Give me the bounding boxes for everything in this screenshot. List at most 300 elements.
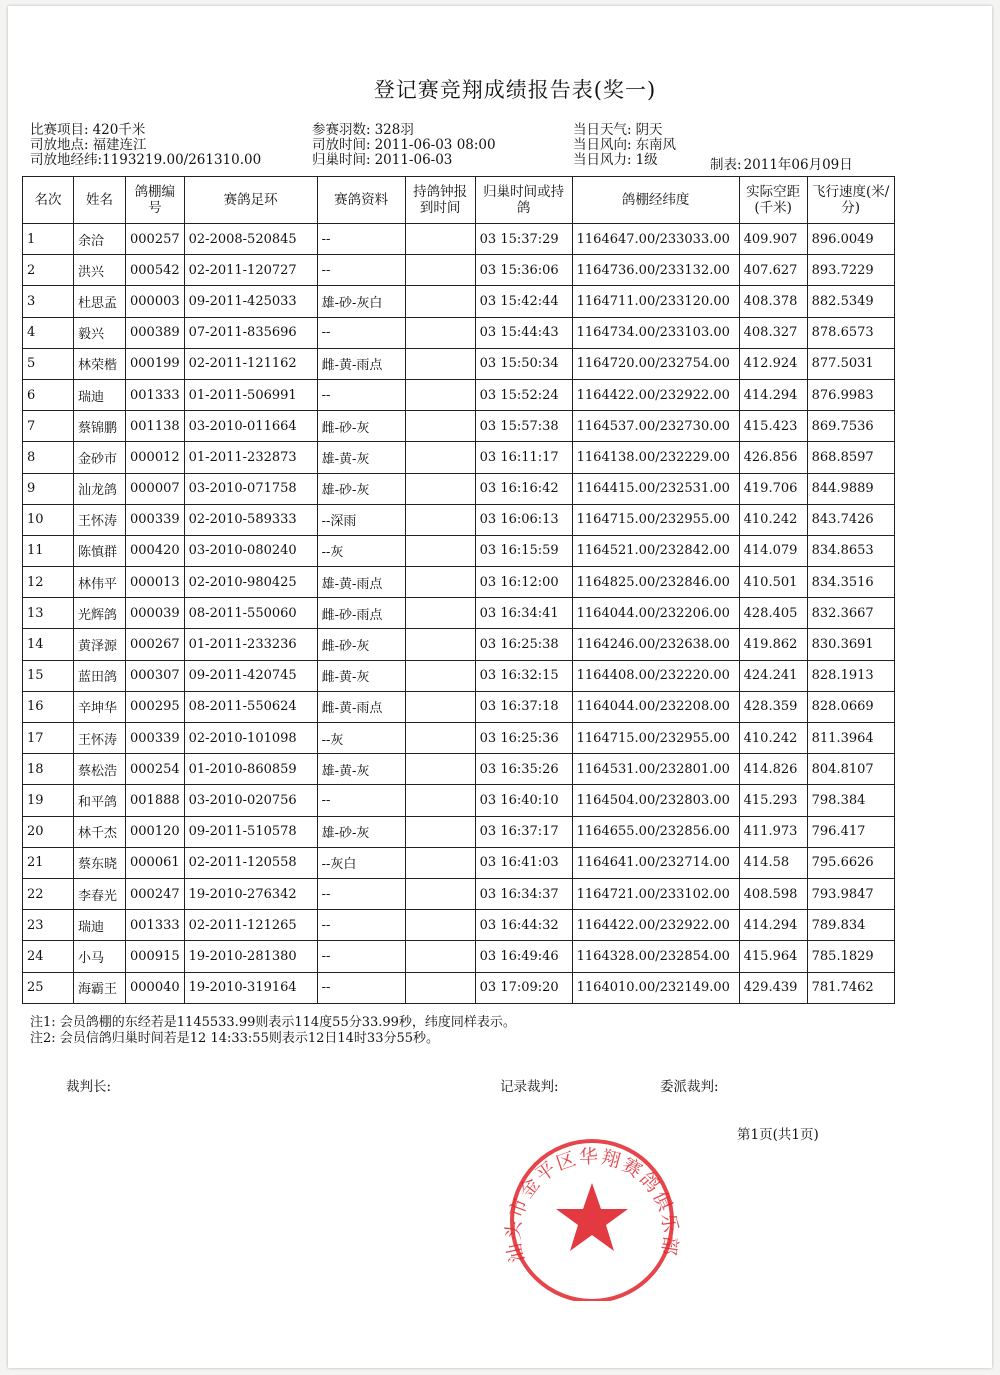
table-cell: 1164655.00/232856.00 bbox=[572, 816, 739, 847]
table-cell: 03 16:40:10 bbox=[475, 785, 572, 816]
table-cell: 03 16:34:41 bbox=[475, 598, 572, 629]
table-cell: 辛坤华 bbox=[74, 691, 126, 722]
column-header: 赛鸽足环 bbox=[184, 177, 317, 224]
table-cell: 03-2010-080240 bbox=[184, 535, 317, 566]
table-cell: 000003 bbox=[126, 286, 185, 317]
club-seal-stamp bbox=[497, 1131, 687, 1301]
table-cell: 瑞迪 bbox=[74, 379, 126, 410]
record-judge-label: 记录裁判: bbox=[500, 1079, 559, 1095]
table-cell: 1 bbox=[23, 224, 74, 255]
table-cell: 001333 bbox=[126, 910, 185, 941]
table-cell: 蓝田鸽 bbox=[74, 660, 126, 691]
table-cell: 834.3516 bbox=[807, 567, 894, 598]
table-cell: 03 15:57:38 bbox=[475, 411, 572, 442]
table-cell: 000039 bbox=[126, 598, 185, 629]
table-cell: 1164711.00/233120.00 bbox=[572, 286, 739, 317]
table-cell bbox=[405, 473, 475, 504]
table-cell: 410.501 bbox=[739, 567, 807, 598]
svg-text:汕头市金平区华翔赛鸽俱乐部: 汕头市金平区华翔赛鸽俱乐部 bbox=[502, 1145, 682, 1265]
table-cell: 雌-黄-雨点 bbox=[317, 691, 405, 722]
table-row bbox=[23, 504, 895, 535]
table-cell: 408.327 bbox=[739, 317, 807, 348]
table-cell: 李春光 bbox=[74, 878, 126, 909]
table-cell: 01-2011-506991 bbox=[184, 379, 317, 410]
table-cell: 4 bbox=[23, 317, 74, 348]
star-icon bbox=[556, 1183, 628, 1251]
table-cell: 1164647.00/233033.00 bbox=[572, 224, 739, 255]
table-cell: 408.378 bbox=[739, 286, 807, 317]
table-cell: 19-2010-281380 bbox=[184, 941, 317, 972]
table-cell: 03 16:37:17 bbox=[475, 816, 572, 847]
table-cell: 429.439 bbox=[739, 972, 807, 1003]
results-table bbox=[22, 176, 895, 1004]
info-release-time: 司放时间: 2011-06-03 08:00 bbox=[312, 137, 496, 153]
table-row bbox=[23, 910, 895, 941]
table-cell: 03 16:37:18 bbox=[475, 691, 572, 722]
table-cell: 13 bbox=[23, 598, 74, 629]
table-cell: 7 bbox=[23, 411, 74, 442]
table-cell: 15 bbox=[23, 660, 74, 691]
table-cell: 414.079 bbox=[739, 535, 807, 566]
table-cell: 03 16:41:03 bbox=[475, 847, 572, 878]
table-row bbox=[23, 442, 895, 473]
table-cell: 洪兴 bbox=[74, 255, 126, 286]
table-cell: 03 16:44:32 bbox=[475, 910, 572, 941]
table-cell: 793.9847 bbox=[807, 878, 894, 909]
table-cell bbox=[405, 629, 475, 660]
table-cell: 余洽 bbox=[74, 224, 126, 255]
table-cell: 雄-砂-灰 bbox=[317, 816, 405, 847]
table-cell: 1164044.00/232206.00 bbox=[572, 598, 739, 629]
document-title: 登记赛竞翔成绩报告表(奖一) bbox=[373, 78, 657, 102]
table-cell: 雄-黄-灰 bbox=[317, 442, 405, 473]
table-cell bbox=[405, 941, 475, 972]
table-cell: 869.7536 bbox=[807, 411, 894, 442]
table-cell: -- bbox=[317, 910, 405, 941]
table-cell: 雄-砂-灰 bbox=[317, 473, 405, 504]
table-cell: 19-2010-276342 bbox=[184, 878, 317, 909]
table-cell: 汕龙鸽 bbox=[74, 473, 126, 504]
table-cell: 1164010.00/232149.00 bbox=[572, 972, 739, 1003]
table-cell: 000339 bbox=[126, 723, 185, 754]
table-cell bbox=[405, 255, 475, 286]
table-cell: 830.3691 bbox=[807, 629, 894, 660]
table-cell: 1164715.00/232955.00 bbox=[572, 723, 739, 754]
table-row bbox=[23, 754, 895, 785]
table-cell: 02-2008-520845 bbox=[184, 224, 317, 255]
table-cell: 03 16:16:42 bbox=[475, 473, 572, 504]
info-wind-force: 当日风力: 1级 bbox=[573, 152, 658, 168]
table-cell bbox=[405, 567, 475, 598]
table-cell: 雌-砂-灰 bbox=[317, 629, 405, 660]
table-cell: 798.384 bbox=[807, 785, 894, 816]
table-cell: 882.5349 bbox=[807, 286, 894, 317]
table-cell: 03 15:36:06 bbox=[475, 255, 572, 286]
table-cell: 1164715.00/232955.00 bbox=[572, 504, 739, 535]
table-cell: 414.826 bbox=[739, 754, 807, 785]
table-cell: 1164415.00/232531.00 bbox=[572, 473, 739, 504]
column-header: 鸽棚经纬度 bbox=[572, 177, 739, 224]
page-number: 第1页(共1页) bbox=[737, 1127, 819, 1143]
table-cell: 03 16:35:26 bbox=[475, 754, 572, 785]
table-cell: -- bbox=[317, 224, 405, 255]
table-cell: 03 16:25:36 bbox=[475, 723, 572, 754]
table-cell: 02-2010-589333 bbox=[184, 504, 317, 535]
table-cell: 雄-黄-灰 bbox=[317, 754, 405, 785]
table-row bbox=[23, 348, 895, 379]
table-cell: 03 16:32:15 bbox=[475, 660, 572, 691]
table-cell: 09-2011-425033 bbox=[184, 286, 317, 317]
table-cell: 000420 bbox=[126, 535, 185, 566]
table-cell: 834.8653 bbox=[807, 535, 894, 566]
table-cell: 1164720.00/232754.00 bbox=[572, 348, 739, 379]
table-cell: 3 bbox=[23, 286, 74, 317]
table-cell: 419.862 bbox=[739, 629, 807, 660]
table-cell bbox=[405, 379, 475, 410]
table-row bbox=[23, 785, 895, 816]
table-cell: 419.706 bbox=[739, 473, 807, 504]
table-cell: 毅兴 bbox=[74, 317, 126, 348]
table-cell bbox=[405, 691, 475, 722]
table-cell bbox=[405, 224, 475, 255]
table-cell bbox=[405, 442, 475, 473]
table-cell: 781.7462 bbox=[807, 972, 894, 1003]
table-cell: 8 bbox=[23, 442, 74, 473]
table-cell: 828.0669 bbox=[807, 691, 894, 722]
table-cell: -- bbox=[317, 255, 405, 286]
table-row bbox=[23, 379, 895, 410]
info-release-place: 司放地点: 福建连江 bbox=[30, 137, 147, 153]
table-cell: 1164246.00/232638.00 bbox=[572, 629, 739, 660]
table-cell: -- bbox=[317, 317, 405, 348]
table-cell: 01-2011-232873 bbox=[184, 442, 317, 473]
table-cell: 1164422.00/232922.00 bbox=[572, 379, 739, 410]
table-cell: 17 bbox=[23, 723, 74, 754]
table-cell: 雄-黄-雨点 bbox=[317, 567, 405, 598]
column-header: 飞行速度(米/分) bbox=[807, 177, 894, 224]
table-cell: 001138 bbox=[126, 411, 185, 442]
table-cell: 02-2010-980425 bbox=[184, 567, 317, 598]
table-cell: 蔡锦鹏 bbox=[74, 411, 126, 442]
column-header: 鸽棚编号 bbox=[126, 177, 185, 224]
table-cell: 07-2011-835696 bbox=[184, 317, 317, 348]
table-cell: 杜思孟 bbox=[74, 286, 126, 317]
race-info-right bbox=[573, 123, 676, 168]
table-cell: 02-2011-121162 bbox=[184, 348, 317, 379]
table-row bbox=[23, 878, 895, 909]
table-cell: 000257 bbox=[126, 224, 185, 255]
table-cell: 415.964 bbox=[739, 941, 807, 972]
table-cell bbox=[405, 878, 475, 909]
table-cell: 02-2011-121265 bbox=[184, 910, 317, 941]
table-cell bbox=[405, 785, 475, 816]
table-cell: 1164734.00/233103.00 bbox=[572, 317, 739, 348]
table-cell: 795.6626 bbox=[807, 847, 894, 878]
table-cell: 414.58 bbox=[739, 847, 807, 878]
info-weather: 当日天气: 阴天 bbox=[573, 122, 663, 138]
table-row bbox=[23, 535, 895, 566]
table-cell: 408.598 bbox=[739, 878, 807, 909]
table-cell: 03 15:37:29 bbox=[475, 224, 572, 255]
table-cell: 01-2011-233236 bbox=[184, 629, 317, 660]
table-cell bbox=[405, 754, 475, 785]
table-cell: 03 17:09:20 bbox=[475, 972, 572, 1003]
table-cell: 868.8597 bbox=[807, 442, 894, 473]
table-cell: 896.0049 bbox=[807, 224, 894, 255]
table-cell: 000307 bbox=[126, 660, 185, 691]
table-cell: 844.9889 bbox=[807, 473, 894, 504]
table-cell: 415.423 bbox=[739, 411, 807, 442]
table-cell: 雌-砂-灰 bbox=[317, 411, 405, 442]
table-row bbox=[23, 660, 895, 691]
table-cell bbox=[405, 504, 475, 535]
table-cell: 411.973 bbox=[739, 816, 807, 847]
table-cell: 03 16:49:46 bbox=[475, 941, 572, 972]
table-cell bbox=[405, 286, 475, 317]
footnote: 注1: 会员鸽棚的东经若是1145533.99则表示114度55分33.99秒，纬度同样表示。 bbox=[30, 1015, 516, 1030]
race-info-left bbox=[30, 123, 261, 168]
table-cell: 412.924 bbox=[739, 348, 807, 379]
table-cell: 428.359 bbox=[739, 691, 807, 722]
table-cell: 9 bbox=[23, 473, 74, 504]
table-cell: 893.7229 bbox=[807, 255, 894, 286]
table-cell: 雄-砂-灰白 bbox=[317, 286, 405, 317]
table-cell: 000295 bbox=[126, 691, 185, 722]
table-cell: 1164537.00/232730.00 bbox=[572, 411, 739, 442]
table-cell: 1164531.00/232801.00 bbox=[572, 754, 739, 785]
chief-judge-label: 裁判长: bbox=[66, 1079, 112, 1095]
table-cell: 000012 bbox=[126, 442, 185, 473]
table-cell: 03 15:52:24 bbox=[475, 379, 572, 410]
table-cell: 黄泽源 bbox=[74, 629, 126, 660]
table-cell: 1164328.00/232854.00 bbox=[572, 941, 739, 972]
table-cell: 000247 bbox=[126, 878, 185, 909]
table-cell: 6 bbox=[23, 379, 74, 410]
table-cell: 01-2010-860859 bbox=[184, 754, 317, 785]
table-cell: -- bbox=[317, 379, 405, 410]
table-cell: 2 bbox=[23, 255, 74, 286]
table-cell: 832.3667 bbox=[807, 598, 894, 629]
table-cell: 12 bbox=[23, 567, 74, 598]
table-cell: --灰白 bbox=[317, 847, 405, 878]
table-cell: 000061 bbox=[126, 847, 185, 878]
table-cell: 804.8107 bbox=[807, 754, 894, 785]
table-cell bbox=[405, 816, 475, 847]
table-cell: 08-2011-550624 bbox=[184, 691, 317, 722]
table-row bbox=[23, 473, 895, 504]
table-cell: 金砂市 bbox=[74, 442, 126, 473]
table-cell: 828.1913 bbox=[807, 660, 894, 691]
table-cell: --深雨 bbox=[317, 504, 405, 535]
table-cell: 5 bbox=[23, 348, 74, 379]
table-cell: 和平鸽 bbox=[74, 785, 126, 816]
table-cell: 03 15:44:43 bbox=[475, 317, 572, 348]
table-cell: 000339 bbox=[126, 504, 185, 535]
table-cell: 林伟平 bbox=[74, 567, 126, 598]
table-row bbox=[23, 816, 895, 847]
table-cell: 1164736.00/233132.00 bbox=[572, 255, 739, 286]
column-header: 姓名 bbox=[74, 177, 126, 224]
table-cell: 林千杰 bbox=[74, 816, 126, 847]
table-row bbox=[23, 629, 895, 660]
table-cell: 1164422.00/232922.00 bbox=[572, 910, 739, 941]
table-cell: 1164044.00/232208.00 bbox=[572, 691, 739, 722]
table-cell: 陈慎群 bbox=[74, 535, 126, 566]
table-cell: 雌-砂-雨点 bbox=[317, 598, 405, 629]
table-cell: 18 bbox=[23, 754, 74, 785]
table-cell: 02-2010-101098 bbox=[184, 723, 317, 754]
table-cell: 409.907 bbox=[739, 224, 807, 255]
table-cell: 02-2011-120558 bbox=[184, 847, 317, 878]
table-cell: 1164408.00/232220.00 bbox=[572, 660, 739, 691]
table-header-row bbox=[23, 177, 895, 224]
table-cell: 蔡松浩 bbox=[74, 754, 126, 785]
footnotes bbox=[30, 1015, 516, 1047]
table-cell: 000013 bbox=[126, 567, 185, 598]
table-cell: 王怀涛 bbox=[74, 723, 126, 754]
table-cell: 410.242 bbox=[739, 504, 807, 535]
table-cell: -- bbox=[317, 941, 405, 972]
table-cell: 海霸王 bbox=[74, 972, 126, 1003]
table-cell: 001888 bbox=[126, 785, 185, 816]
table-row bbox=[23, 224, 895, 255]
race-info-middle bbox=[312, 123, 496, 168]
table-cell: 雌-黄-灰 bbox=[317, 660, 405, 691]
table-cell bbox=[405, 972, 475, 1003]
table-cell: 001333 bbox=[126, 379, 185, 410]
table-cell: 811.3964 bbox=[807, 723, 894, 754]
table-cell: 03-2010-020756 bbox=[184, 785, 317, 816]
info-entries: 参赛羽数: 328羽 bbox=[312, 122, 414, 138]
table-cell: 426.856 bbox=[739, 442, 807, 473]
table-cell: 10 bbox=[23, 504, 74, 535]
table-cell: 424.241 bbox=[739, 660, 807, 691]
table-cell: 789.834 bbox=[807, 910, 894, 941]
column-header: 实际空距(千米) bbox=[739, 177, 807, 224]
table-cell: 03 16:11:17 bbox=[475, 442, 572, 473]
table-cell: 林荣楷 bbox=[74, 348, 126, 379]
table-cell: 876.9983 bbox=[807, 379, 894, 410]
table-cell: 雌-黄-雨点 bbox=[317, 348, 405, 379]
column-header: 归巢时间或持鸽 bbox=[475, 177, 572, 224]
table-cell: 414.294 bbox=[739, 379, 807, 410]
table-cell: 1164721.00/233102.00 bbox=[572, 878, 739, 909]
table-cell: 09-2011-510578 bbox=[184, 816, 317, 847]
table-cell: 22 bbox=[23, 878, 74, 909]
table-cell: 19-2010-319164 bbox=[184, 972, 317, 1003]
table-cell: 03 16:25:38 bbox=[475, 629, 572, 660]
table-cell: 光辉鸽 bbox=[74, 598, 126, 629]
table-cell: 000199 bbox=[126, 348, 185, 379]
table-cell: 785.1829 bbox=[807, 941, 894, 972]
table-cell bbox=[405, 317, 475, 348]
table-cell: 23 bbox=[23, 910, 74, 941]
table-cell: 407.627 bbox=[739, 255, 807, 286]
column-header: 名次 bbox=[23, 177, 74, 224]
table-cell: 16 bbox=[23, 691, 74, 722]
table-row bbox=[23, 317, 895, 348]
table-cell bbox=[405, 598, 475, 629]
assigned-judge-label: 委派裁判: bbox=[660, 1079, 719, 1095]
table-row bbox=[23, 598, 895, 629]
table-maker-date: 制表: 2011年06月09日 bbox=[710, 157, 853, 173]
table-cell: 1164825.00/232846.00 bbox=[572, 567, 739, 598]
table-cell: 428.405 bbox=[739, 598, 807, 629]
table-row bbox=[23, 411, 895, 442]
table-cell: 03 16:12:00 bbox=[475, 567, 572, 598]
column-header: 持鸽钟报到时间 bbox=[405, 177, 475, 224]
table-cell: 瑞迪 bbox=[74, 910, 126, 941]
table-cell: 877.5031 bbox=[807, 348, 894, 379]
table-row bbox=[23, 286, 895, 317]
table-cell: 410.242 bbox=[739, 723, 807, 754]
table-cell: 蔡东晓 bbox=[74, 847, 126, 878]
column-header: 赛鸽资料 bbox=[317, 177, 405, 224]
table-row bbox=[23, 691, 895, 722]
table-cell bbox=[405, 910, 475, 941]
table-cell: 09-2011-420745 bbox=[184, 660, 317, 691]
table-cell: 000915 bbox=[126, 941, 185, 972]
info-race-item: 比赛项目: 420千米 bbox=[30, 122, 146, 138]
table-cell: 03-2010-011664 bbox=[184, 411, 317, 442]
table-row bbox=[23, 255, 895, 286]
table-cell: 20 bbox=[23, 816, 74, 847]
table-cell: -- bbox=[317, 878, 405, 909]
info-wind-direction: 当日风向: 东南风 bbox=[573, 137, 677, 153]
table-cell: 王怀涛 bbox=[74, 504, 126, 535]
table-cell: 000007 bbox=[126, 473, 185, 504]
table-cell bbox=[405, 847, 475, 878]
table-cell: 21 bbox=[23, 847, 74, 878]
table-cell bbox=[405, 723, 475, 754]
table-cell: --灰 bbox=[317, 535, 405, 566]
table-cell bbox=[405, 660, 475, 691]
table-cell: 03-2010-071758 bbox=[184, 473, 317, 504]
table-cell: 24 bbox=[23, 941, 74, 972]
table-cell: 1164521.00/232842.00 bbox=[572, 535, 739, 566]
table-cell bbox=[405, 348, 475, 379]
table-cell: 03 16:15:59 bbox=[475, 535, 572, 566]
table-row bbox=[23, 941, 895, 972]
info-release-coords: 司放地经纬:1193219.00/261310.00 bbox=[30, 152, 262, 168]
table-cell: 14 bbox=[23, 629, 74, 660]
table-cell: 19 bbox=[23, 785, 74, 816]
table-cell: 1164641.00/232714.00 bbox=[572, 847, 739, 878]
table-cell: 11 bbox=[23, 535, 74, 566]
table-row bbox=[23, 567, 895, 598]
table-cell: 843.7426 bbox=[807, 504, 894, 535]
table-cell: --灰 bbox=[317, 723, 405, 754]
table-cell: 08-2011-550060 bbox=[184, 598, 317, 629]
table-cell bbox=[405, 411, 475, 442]
table-cell: 03 15:50:34 bbox=[475, 348, 572, 379]
table-cell bbox=[405, 535, 475, 566]
table-cell: 415.293 bbox=[739, 785, 807, 816]
table-row bbox=[23, 972, 895, 1003]
info-return-time: 归巢时间: 2011-06-03 bbox=[312, 152, 453, 168]
table-body bbox=[23, 224, 895, 1004]
table-cell: 878.6573 bbox=[807, 317, 894, 348]
table-cell: 000254 bbox=[126, 754, 185, 785]
table-row bbox=[23, 723, 895, 754]
table-cell: -- bbox=[317, 972, 405, 1003]
table-cell: -- bbox=[317, 785, 405, 816]
table-cell: 25 bbox=[23, 972, 74, 1003]
table-cell: 02-2011-120727 bbox=[184, 255, 317, 286]
table-cell: 414.294 bbox=[739, 910, 807, 941]
table-row bbox=[23, 847, 895, 878]
footnote: 注2: 会员信鸽归巢时间若是12 14:33:55则表示12日14时33分55秒。 bbox=[30, 1031, 440, 1046]
